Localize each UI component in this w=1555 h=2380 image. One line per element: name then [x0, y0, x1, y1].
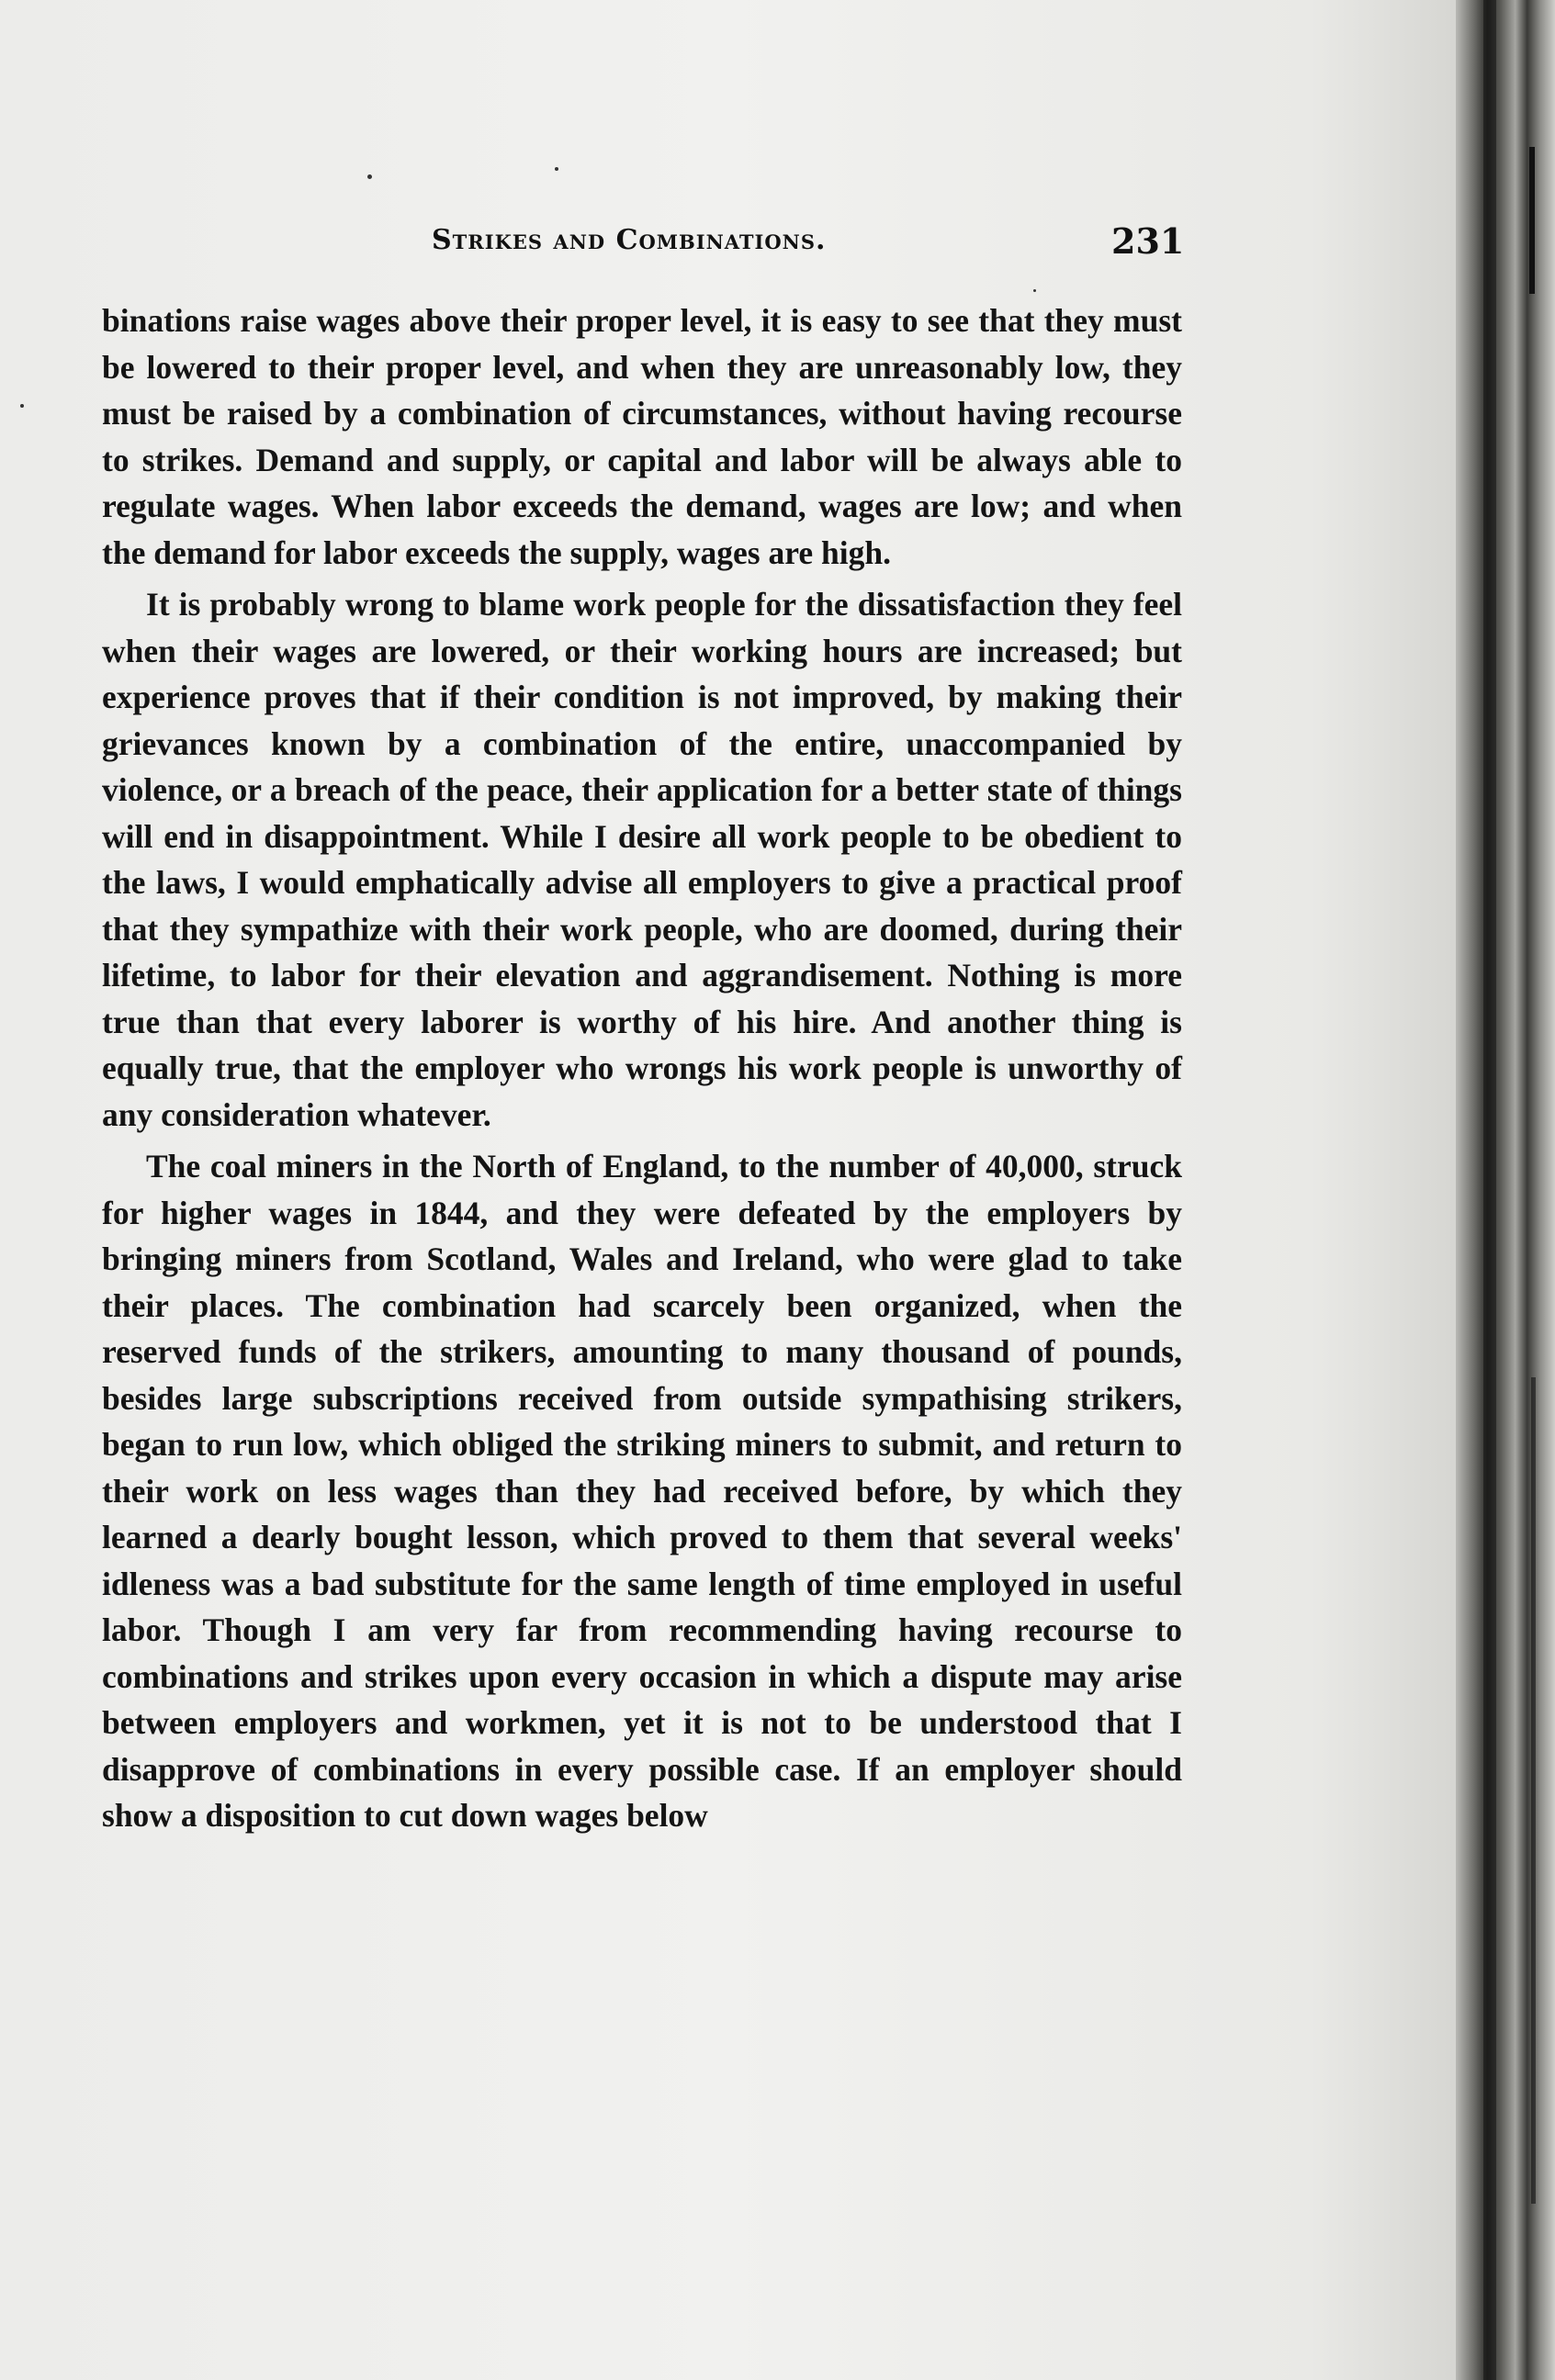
binding-streak: [1529, 147, 1535, 294]
page-header: [0, 220, 1456, 270]
binding-streak: [1531, 1377, 1536, 2204]
page-number: 231: [1111, 220, 1185, 262]
ink-speck: [1033, 289, 1036, 292]
running-head: Strikes and Combinations.: [432, 224, 827, 256]
paragraph-2: It is probably wrong to blame work people for the dissatisfaction they feel when their wages are lowered, or their working hours are increased; but experience proves that if their condition is not improved, by making their grievances known by a combination of the entire, unaccompanied by violence, or a breach of the peace, their application for a better state of things will end in disappointment. While I desire all work people to be obedient to the laws, I would emphatically advise all employers to give a practical proof that they sympathize with their work people, who are doomed, during their lifetime, to labor for their elevation and aggrandisement. Nothing is more true than that every laborer is worthy of his hire. And another thing is equally true, that the employer who wrongs his work people is unworthy of any consideration whatever.: [102, 586, 1182, 1133]
ink-speck: [555, 167, 558, 171]
binding-streak: [1483, 0, 1496, 2380]
ink-speck: [367, 174, 372, 179]
body-text: [102, 298, 1182, 1839]
book-binding-edge: [1456, 0, 1555, 2380]
ink-speck: [20, 404, 24, 408]
paragraph-1: binations raise wages above their proper level, it is easy to see that they must be lowered to their proper level, and when they are unreasonably low, they must be raised by a combination of circumstances, without having recourse to strikes. Demand and supply, or capital and labor will be always able to regulate wages. When labor exceeds the demand, wages are low; and when the demand for labor exceeds the supply, wages are high.: [102, 302, 1182, 571]
paragraph-3: The coal miners in the North of England, to the number of 40,000, struck for higher wages in 1844, and they were defeated by the employers by bringing miners from Scotland, Wales and Ireland, who were glad to take their places. The combination had scarcely been organized, when the reserved funds of the strikers, amounting to many thousand of pounds, besides large subscriptions received from outside sympathising strikers, began to run low, which obliged the striking miners to submit, and return to their work on less wages than they had received before, by which they learned a dearly bought lesson, which proved to them that several weeks' idleness was a bad substitute for the same length of time employed in useful labor. Though I am very far from recommending having recourse to combinations and strikes upon every occasion in which a dispute may arise between employers and workmen, yet it is not to be understood that I disapprove of combinations in every possible case. If an employer should show a disposition to cut down wages below: [102, 1148, 1182, 1834]
